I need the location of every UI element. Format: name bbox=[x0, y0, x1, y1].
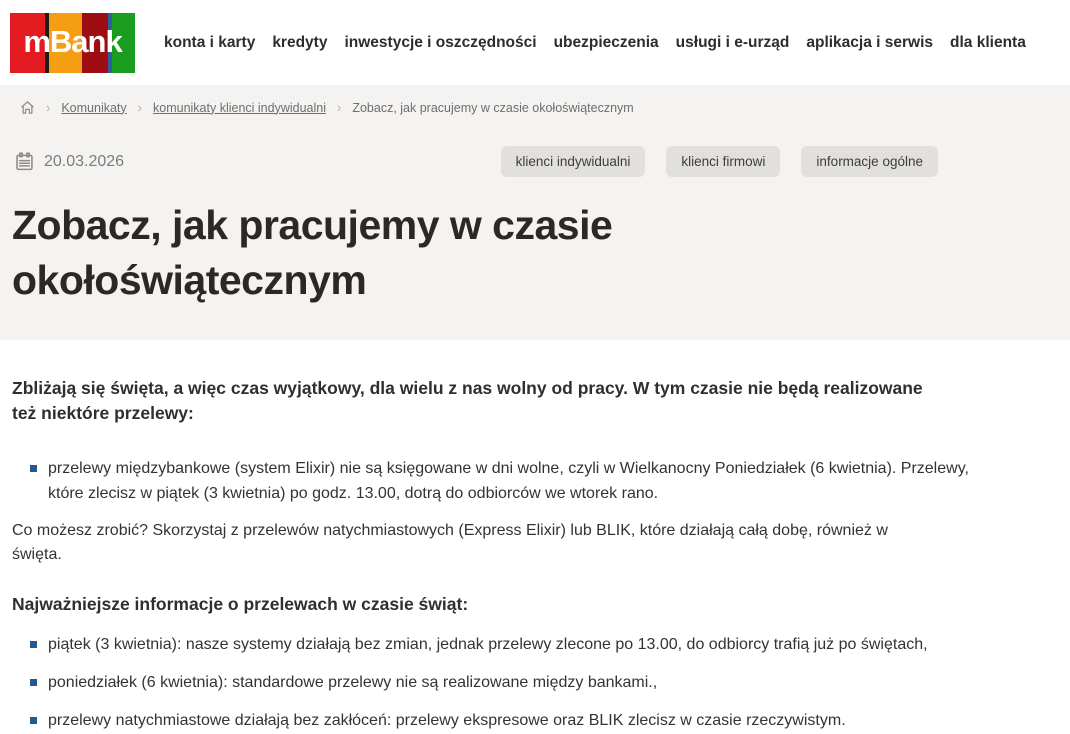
calendar-icon bbox=[14, 151, 35, 172]
breadcrumb-separator: › bbox=[137, 100, 142, 115]
list-item: przelewy międzybankowe (system Elixir) nie są księgowane w dni wolne, czyli w Wielkanocny Poniedziałek (6 kwietnia). Przelewy, które zlecisz w piątek (3 kwietnia) po godz. 13.00, dotrą do odbiorców we wtorek rano. bbox=[12, 457, 977, 507]
list-item: piątek (3 kwietnia): nasze systemy działają bez zmian, jednak przelewy zlecone po 13.00, do odbiorcy trafią już po świętach, bbox=[12, 633, 977, 658]
article-meta-row bbox=[12, 146, 1058, 177]
tag-list bbox=[501, 146, 938, 177]
list-item: przelewy natychmiastowe działają bez zakłóceń: przelewy ekspresowe oraz BLIK zlecisz w czasie rzeczywistym. bbox=[12, 709, 977, 734]
tag-klienci-firmowi[interactable]: klienci firmowi bbox=[666, 146, 780, 177]
top-bar bbox=[0, 0, 1070, 85]
tag-klienci-indywidualni[interactable]: klienci indywidualni bbox=[501, 146, 646, 177]
nav-item-dla-klienta[interactable]: dla klienta bbox=[950, 33, 1026, 51]
advice-paragraph: Co możesz zrobić? Skorzystaj z przelewów natychmiastowych (Express Elixir) lub BLIK, które działają całą dobę, również w święta. bbox=[12, 522, 888, 564]
breadcrumb-current-page: Zobacz, jak pracujemy w czasie okołoświątecznym bbox=[352, 100, 634, 115]
article-header-section bbox=[0, 85, 1070, 340]
logo-wordmark: mBank bbox=[23, 23, 122, 59]
home-icon[interactable] bbox=[20, 100, 35, 115]
breadcrumb-link-klienci-indywidualni[interactable]: komunikaty klienci indywidualni bbox=[153, 100, 326, 115]
mbank-logo[interactable] bbox=[10, 13, 135, 73]
nav-item-inwestycje[interactable]: inwestycje i oszczędności bbox=[344, 33, 537, 51]
breadcrumb-link-komunikaty[interactable]: Komunikaty bbox=[61, 100, 127, 115]
article-body bbox=[0, 340, 1070, 734]
list-item: poniedziałek (6 kwietnia): standardowe przelewy nie są realizowane między bankami., bbox=[12, 671, 977, 696]
holiday-bullet-list bbox=[12, 633, 1058, 733]
page-title: Zobacz, jak pracujemy w czasie okołoświątecznym bbox=[12, 202, 613, 303]
publish-date bbox=[14, 151, 124, 172]
nav-item-kredyty[interactable]: kredyty bbox=[272, 33, 328, 51]
nav-item-aplikacja[interactable]: aplikacja i serwis bbox=[806, 33, 934, 51]
breadcrumb bbox=[12, 100, 1058, 115]
main-nav bbox=[164, 34, 1026, 52]
breadcrumb-separator: › bbox=[46, 100, 51, 115]
subheading: Najważniejsze informacje o przelewach w czasie świąt: bbox=[12, 594, 469, 615]
nav-item-uslugi[interactable]: usługi i e-urząd bbox=[675, 33, 790, 51]
nav-item-ubezpieczenia[interactable]: ubezpieczenia bbox=[553, 33, 659, 51]
nav-item-konta-i-karty[interactable]: konta i karty bbox=[164, 33, 256, 51]
transfer-bullet-list bbox=[12, 457, 1058, 507]
tag-informacje-ogolne[interactable]: informacje ogólne bbox=[801, 146, 938, 177]
publish-date-text: 20.03.2026 bbox=[44, 152, 125, 170]
breadcrumb-separator: › bbox=[337, 100, 342, 115]
intro-paragraph: Zbliżają się święta, a więc czas wyjątkowy, dla wielu z nas wolny od pracy. W tym czasie nie będą realizowane też niektóre przelewy: bbox=[12, 378, 923, 424]
